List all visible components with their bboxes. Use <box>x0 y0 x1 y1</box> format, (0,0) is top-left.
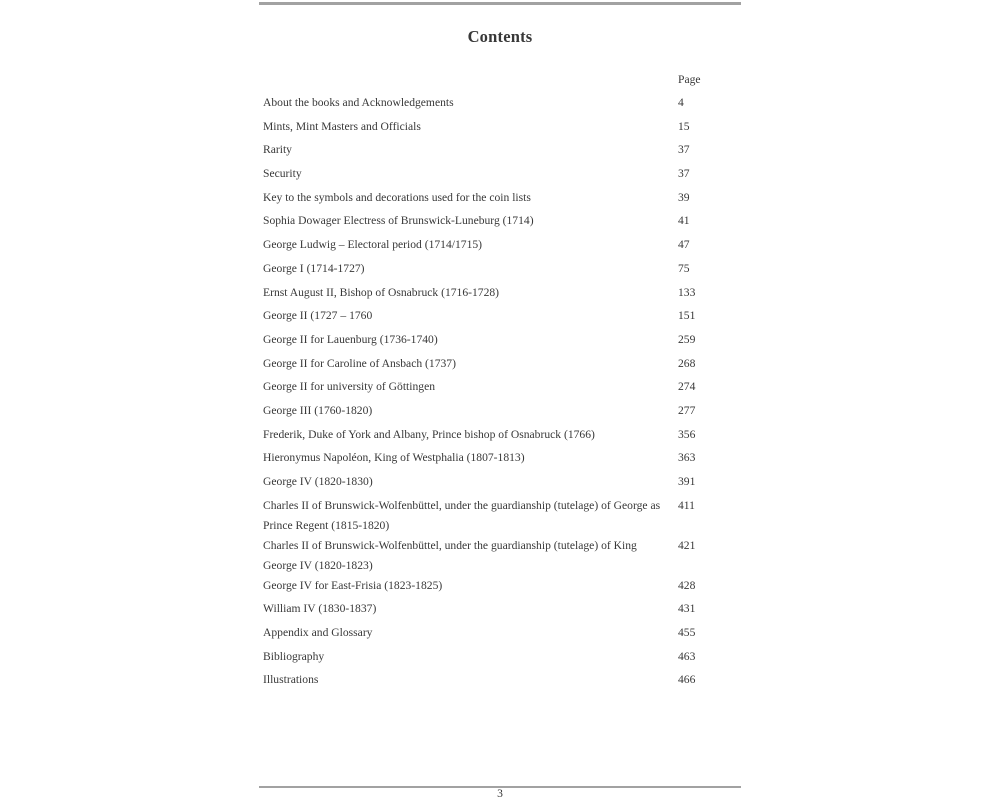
top-rule <box>259 2 741 5</box>
toc-entry-title <box>263 599 678 619</box>
toc-entry-page-number: 466 <box>678 673 696 687</box>
toc-entry-title <box>263 425 678 445</box>
toc-entry-line: George IV for East-Frisia (1823-1825) <box>263 578 443 592</box>
toc-entry-row <box>263 235 740 255</box>
toc-entry-title <box>263 576 678 596</box>
toc-entry-row <box>263 283 740 303</box>
toc-entry-title <box>263 283 678 303</box>
toc-entry-title <box>263 401 678 421</box>
toc-entry-page-number: 274 <box>678 380 696 394</box>
toc-entry-row <box>263 599 740 619</box>
toc-entry-title <box>263 670 678 690</box>
toc-entry-title <box>263 536 678 576</box>
toc-entry-line: Bibliography <box>263 649 325 663</box>
page-column-header: Page <box>678 73 701 86</box>
toc-entry-page-number: 37 <box>678 143 690 157</box>
toc-entry-page-number: 133 <box>678 285 696 299</box>
toc-entry-page-number: 41 <box>678 214 690 228</box>
toc-entry-line: Appendix and Glossary <box>263 626 373 640</box>
toc-entry-page-number: 39 <box>678 190 690 204</box>
toc-entry-row <box>263 448 740 468</box>
toc-entry-page-number: 391 <box>678 475 696 488</box>
toc-entry-line: Sophia Dowager Electress of Brunswick-Luneburg (1714) <box>263 214 534 228</box>
toc-entry-page-number: 463 <box>678 649 696 663</box>
toc-entry-title <box>263 354 678 374</box>
toc-entry-page-number: 259 <box>678 332 696 346</box>
toc-entry-row <box>263 496 740 536</box>
toc-entry-line: William IV (1830-1837) <box>263 602 377 616</box>
toc-entry-page-number: 455 <box>678 626 696 640</box>
toc-entry-page-number: 363 <box>678 451 696 465</box>
toc-entry-title <box>263 623 678 643</box>
toc-entry-line: George IV (1820-1830) <box>263 475 373 488</box>
toc-entry-line: Mints, Mint Masters and Officials <box>263 119 421 133</box>
toc-entry-row <box>263 117 740 137</box>
toc-entry-title <box>263 188 678 208</box>
toc-entry-row <box>263 425 740 445</box>
toc-entry-row <box>263 536 740 576</box>
toc-entry-line: Key to the symbols and decorations used for the coin lists <box>263 190 531 204</box>
toc-entry-row <box>263 211 740 231</box>
toc-entry-page-number: 4 <box>678 96 684 109</box>
toc-entry-page-number: 411 <box>678 498 695 512</box>
toc-entry-row <box>263 472 740 492</box>
toc-entry-line: Ernst August II, Bishop of Osnabruck (1716-1728) <box>263 285 500 299</box>
toc-entry-row <box>263 93 740 113</box>
toc-entry-page-number: 421 <box>678 538 696 552</box>
toc-entry-row <box>263 330 740 350</box>
table-of-contents <box>263 93 740 694</box>
toc-entry-title <box>263 140 678 160</box>
toc-entry-title <box>263 496 678 536</box>
toc-entry-title <box>263 117 678 137</box>
toc-entry-page-number: 277 <box>678 403 696 417</box>
toc-entry-line: George II for Lauenburg (1736-1740) <box>263 332 438 346</box>
footer-page-number: 3 <box>497 787 503 800</box>
toc-entry-title <box>263 259 678 279</box>
toc-entry-line: Security <box>263 167 302 181</box>
toc-entry-line: Rarity <box>263 143 292 157</box>
toc-entry-line: Prince Regent (1815-1820) <box>263 518 390 532</box>
toc-entry-page-number: 75 <box>678 261 690 275</box>
toc-entry-page-number: 356 <box>678 427 696 441</box>
toc-entry-line: George III (1760-1820) <box>263 403 373 417</box>
toc-entry-line: George II (1727 – 1760 <box>263 309 373 323</box>
toc-entry-row <box>263 576 740 596</box>
toc-entry-title <box>263 93 678 113</box>
toc-entry-title <box>263 377 678 397</box>
toc-entry-row <box>263 401 740 421</box>
toc-entry-row <box>263 188 740 208</box>
toc-entry-row <box>263 259 740 279</box>
toc-entry-line: Illustrations <box>263 673 319 687</box>
toc-entry-row <box>263 623 740 643</box>
toc-entry-line: Charles II of Brunswick-Wolfenbüttel, under the guardianship (tutelage) of King <box>263 538 637 552</box>
toc-entry-row <box>263 140 740 160</box>
toc-entry-line: George II for university of Göttingen <box>263 380 436 394</box>
toc-entry-line: Frederik, Duke of York and Albany, Prince bishop of Osnabruck (1766) <box>263 427 595 441</box>
toc-entry-line: George I (1714-1727) <box>263 261 365 275</box>
toc-entry-title <box>263 306 678 326</box>
toc-entry-row <box>263 354 740 374</box>
toc-entry-row <box>263 306 740 326</box>
toc-entry-line: Charles II of Brunswick-Wolfenbüttel, under the guardianship (tutelage) of George as <box>263 498 661 512</box>
toc-entry-title <box>263 448 678 468</box>
toc-entry-title <box>263 647 678 667</box>
toc-entry-line: George IV (1820-1823) <box>263 558 373 572</box>
toc-entry-page-number: 151 <box>678 309 696 323</box>
toc-entry-line: George II for Caroline of Ansbach (1737) <box>263 356 456 370</box>
toc-entry-page-number: 431 <box>678 602 696 616</box>
toc-entry-row <box>263 377 740 397</box>
toc-entry-line: Hieronymus Napoléon, King of Westphalia (1807-1813) <box>263 451 525 465</box>
toc-entry-title <box>263 164 678 184</box>
toc-entry-title <box>263 235 678 255</box>
toc-entry-line: George Ludwig – Electoral period (1714/1715) <box>263 238 483 252</box>
toc-entry-row <box>263 647 740 667</box>
toc-entry-page-number: 268 <box>678 356 696 370</box>
toc-entry-title <box>263 211 678 231</box>
toc-entry-title <box>263 472 678 492</box>
page-title: Contents <box>467 27 533 46</box>
toc-entry-row <box>263 164 740 184</box>
toc-entry-line: About the books and Acknowledgements <box>263 96 454 109</box>
toc-entry-page-number: 47 <box>678 238 690 252</box>
toc-entry-page-number: 428 <box>678 578 696 592</box>
toc-entry-page-number: 15 <box>678 119 690 133</box>
toc-entry-page-number: 37 <box>678 167 690 181</box>
toc-entry-row <box>263 670 740 690</box>
toc-entry-title <box>263 330 678 350</box>
